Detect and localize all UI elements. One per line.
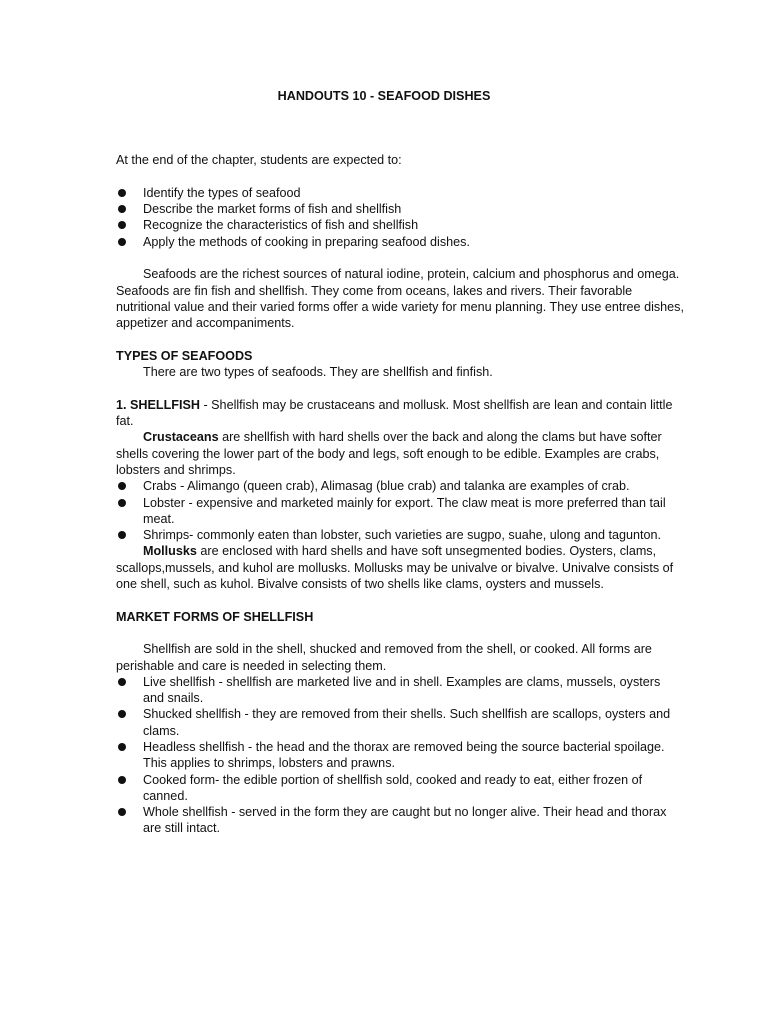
- objectives-list: [116, 185, 684, 250]
- shellfish-text: - Shellfish may be crustaceans and mollusk. Most shellfish are lean and contain little fat.: [116, 397, 673, 429]
- mollusks-paragraph: [116, 543, 684, 592]
- crustaceans-text: are shellfish with hard shells over the back and along the clams but have softer shells covering the lower part of the body and legs, soft enough to be edible. Examples are crabs, lobsters and shrimps.: [116, 430, 662, 477]
- list-item: Crabs - Alimango (queen crab), Alimasag (blue crab) and talanka are examples of crab.: [116, 478, 684, 494]
- types-text: There are two types of seafoods. They are shellfish and finfish.: [143, 365, 493, 380]
- list-item: Shrimps- commonly eaten than lobster, such varieties are sugpo, suahe, ulong and tagunton.: [116, 527, 684, 543]
- list-item: Recognize the characteristics of fish and shellfish: [116, 217, 684, 233]
- spacer: [116, 380, 684, 396]
- bullet-icon: [118, 205, 126, 213]
- crustaceans-term: Crustaceans: [143, 430, 219, 445]
- shellfish-paragraph: [116, 397, 684, 430]
- list-item: Describe the market forms of fish and shellfish: [116, 201, 684, 217]
- list-item: Shucked shellfish - they are removed from their shells. Such shellfish are scallops, oysters and clams.: [116, 706, 684, 739]
- spacer: [116, 250, 684, 266]
- spacer: [116, 625, 684, 641]
- spacer: [116, 332, 684, 348]
- list-item: Apply the methods of cooking in preparing seafood dishes.: [116, 234, 684, 250]
- market-forms-list: [116, 674, 684, 837]
- crustaceans-list: [116, 478, 684, 543]
- list-item: Whole shellfish - served in the form they are caught but no longer alive. Their head and thorax are still intact.: [116, 804, 684, 837]
- objectives-intro: At the end of the chapter, students are expected to:: [116, 153, 402, 168]
- bullet-icon: [118, 743, 126, 751]
- spacer: [116, 104, 684, 152]
- list-item: Identify the types of seafood: [116, 185, 684, 201]
- bullet-icon: [118, 808, 126, 816]
- market-heading: MARKET FORMS OF SHELLFISH: [116, 609, 314, 624]
- spacer: [116, 169, 684, 185]
- bullet-icon: [118, 482, 126, 490]
- bullet-icon: [118, 499, 126, 507]
- intro-paragraph: Seafoods are the richest sources of natural iodine, protein, calcium and phosphorus and omega. Seafoods are fin fish and shellfish. They come from oceans, lakes and rivers. Their favorable nutritional value and their varied forms offer a wide variety for menu planning. They use entree dishes, appetizer and accompaniments.: [116, 267, 684, 331]
- list-item: Live shellfish - shellfish are marketed live and in shell. Examples are clams, mussels, oysters and snails.: [116, 674, 684, 707]
- bullet-icon: [118, 238, 126, 246]
- shellfish-heading: 1. SHELLFISH: [116, 397, 200, 412]
- bullet-icon: [118, 221, 126, 229]
- list-item: Headless shellfish - the head and the thorax are removed being the source bacterial spoilage. This applies to shrimps, lobsters and prawns.: [116, 739, 684, 772]
- bullet-icon: [118, 678, 126, 686]
- crustaceans-paragraph: [116, 429, 684, 478]
- mollusks-text: are enclosed with hard shells and have soft unsegmented bodies. Oysters, clams, scallops,mussels, and kuhol are mollusks. Mollusks may be univalve or bivalve. Univalve consists of one shell, such as kuhol. Bivalve consists of two shells like clams, oysters and mussels.: [116, 544, 674, 592]
- spacer: [116, 592, 684, 608]
- bullet-icon: [118, 776, 126, 784]
- bullet-icon: [118, 710, 126, 718]
- bullet-icon: [118, 189, 126, 197]
- market-intro: Shellfish are sold in the shell, shucked and removed from the shell, or cooked. All forms are perishable and care is needed in selecting them.: [116, 642, 652, 673]
- list-item: Cooked form- the edible portion of shellfish sold, cooked and ready to eat, either frozen of canned.: [116, 772, 684, 805]
- page-title: HANDOUTS 10 - SEAFOOD DISHES: [277, 89, 491, 103]
- types-heading: TYPES OF SEAFOODS: [116, 348, 253, 363]
- bullet-icon: [118, 531, 126, 539]
- list-item: Lobster - expensive and marketed mainly for export. The claw meat is more preferred than tail meat.: [116, 495, 684, 528]
- mollusks-term: Mollusks: [143, 544, 197, 559]
